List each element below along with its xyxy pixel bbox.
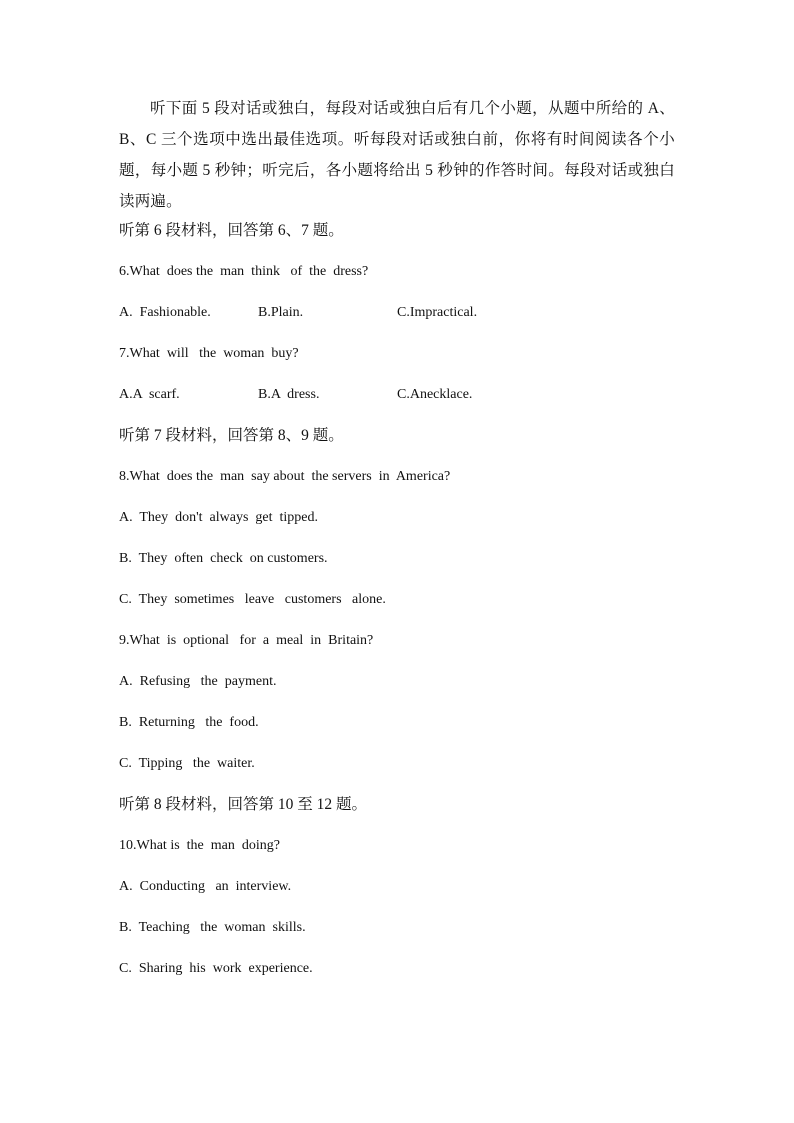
- question-7-stem: 7.What will the woman buy?: [119, 346, 299, 361]
- question-8-option-c: C. They sometimes leave customers alone.: [119, 592, 386, 607]
- question-9-option-c: C. Tipping the waiter.: [119, 756, 255, 771]
- question-7-options: [119, 385, 675, 426]
- question-6-options: [119, 303, 675, 344]
- question-10-option-c: C. Sharing his work experience.: [119, 961, 313, 976]
- section-heading-8: 听第 8 段材料，回答第 10 至 12 题。: [119, 796, 368, 813]
- question-9-option-b: B. Returning the food.: [119, 715, 259, 730]
- question-8-option-a: A. They don't always get tipped.: [119, 510, 319, 525]
- question-10-option-b: B. Teaching the woman skills.: [119, 920, 306, 935]
- question-9-option-a: A. Refusing the payment.: [119, 674, 277, 689]
- question-7-option-c: C.Anecklace.: [397, 387, 473, 402]
- question-6-option-a: A. Fashionable.: [119, 305, 211, 320]
- question-10-option-a: A. Conducting an interview.: [119, 879, 292, 894]
- question-6-stem: 6.What does the man think of the dress?: [119, 264, 369, 279]
- question-7-option-a: A.A scarf.: [119, 387, 180, 402]
- question-6-option-c: C.Impractical.: [397, 305, 478, 320]
- question-7-option-b: B.A dress.: [258, 387, 320, 402]
- question-8-option-b: B. They often check on customers.: [119, 551, 328, 566]
- section-heading-7: 听第 7 段材料，回答第 8、9 题。: [119, 427, 344, 444]
- question-8-stem: 8.What does the man say about the servers in America?: [119, 469, 451, 484]
- exam-page: [119, 93, 675, 1000]
- question-10-stem: 10.What is the man doing?: [119, 838, 280, 853]
- question-6-option-b: B.Plain.: [258, 305, 304, 320]
- section-heading-6: 听第 6 段材料，回答第 6、7 题。: [119, 222, 344, 239]
- listening-instructions: 听下面 5 段对话或独白，每段对话或独白后有几个小题，从题中所给的 A、B、C 三个选项中选出最佳选项。听每段对话或独白前，你将有时间阅读各个小题，每小题 5 秒钟；听完后，各小题将给出 5 秒钟的作答时间。每段对话或独白读两遍。: [119, 100, 675, 210]
- question-9-stem: 9.What is optional for a meal in Britain?: [119, 633, 374, 648]
